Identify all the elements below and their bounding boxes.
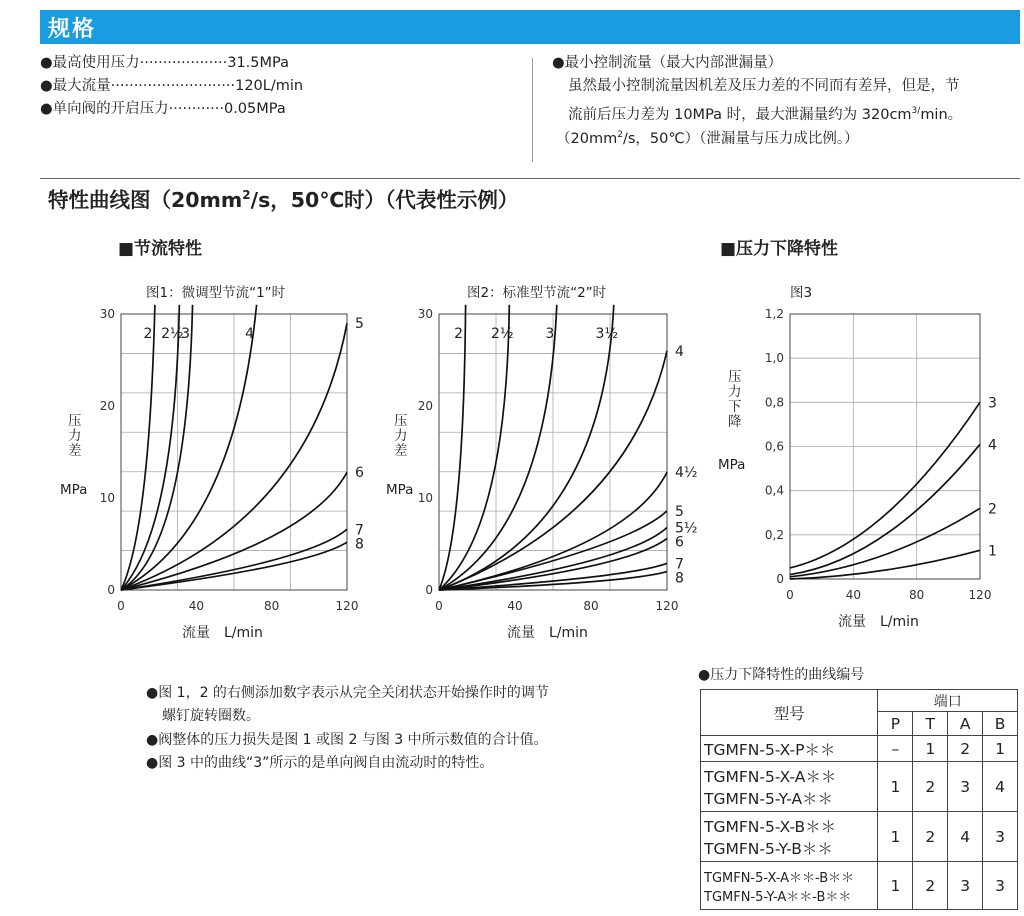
value-cell: 3 <box>983 812 1018 862</box>
series-label: 2 <box>454 326 464 342</box>
value-cell: 2 <box>913 862 948 910</box>
y-tick-label: 0,6 <box>764 439 784 454</box>
chart3-title: 图3 <box>790 285 813 301</box>
series-label: 6 <box>675 534 684 551</box>
y-tick-label: 0 <box>107 583 115 597</box>
chart2-throttle-standard <box>415 300 705 620</box>
series-label: 2½ <box>491 326 514 342</box>
series-label: 4 <box>988 437 997 454</box>
chart1-title: 图1：微调型节流“1”时 <box>146 285 286 301</box>
x-tick-label: 120 <box>968 588 992 602</box>
value-cell: 1 <box>878 862 913 910</box>
series-label: 7 <box>355 522 364 539</box>
port-a: A <box>948 712 983 736</box>
y-tick-label: 30 <box>99 307 115 321</box>
series-label: 4½ <box>675 465 698 482</box>
y-tick-label: 10 <box>99 491 115 505</box>
legend-table-caption: ●压力下降特性的曲线编号 <box>698 667 865 683</box>
throttle-section-title: ■节流特性 <box>118 239 203 259</box>
series-label: 5 <box>675 503 684 520</box>
x-tick-label: 40 <box>845 588 861 602</box>
curve-section-title: 特性曲线图（$20mm^2/s$，50℃时）（代表性示例） <box>48 188 519 212</box>
port-t: T <box>913 712 948 736</box>
y-tick-label: 0,2 <box>764 527 784 542</box>
series-line <box>790 402 980 568</box>
series-label: 5 <box>355 316 364 333</box>
value-cell: 1 <box>913 736 948 762</box>
value-cell: 3 <box>983 862 1018 910</box>
series-label: 4 <box>675 343 684 360</box>
y-tick-label: 1,2 <box>764 307 784 321</box>
series-label: 6 <box>355 465 364 482</box>
model-cell: TGMFN-5-X-B＊＊ TGMFN-5-Y-B＊＊ <box>701 812 878 862</box>
chart3-yunit: MPa <box>718 457 746 473</box>
value-cell: 2 <box>913 762 948 812</box>
value-cell: 4 <box>948 812 983 862</box>
series-label: 3 <box>545 326 555 342</box>
col-port-header: 端口 <box>878 690 1018 712</box>
series-label: 7 <box>675 556 684 573</box>
leak-line-3: （$20mm^2/s$，50℃）（泄漏量与压力成比例。） <box>556 130 859 147</box>
chart1-xlabel: 流量 L/min <box>182 625 263 641</box>
note-3: ●图 3 中的曲线“3”所示的是单向阀自由流动时的特性。 <box>146 755 494 771</box>
vertical-divider <box>532 58 533 162</box>
chart1-ylabel: 压力差 <box>68 413 82 459</box>
value-cell: 3 <box>948 862 983 910</box>
x-tick-label: 80 <box>264 599 280 613</box>
model-cell: TGMFN-5-X-A＊＊-B＊＊ TGMFN-5-Y-A＊＊-B＊＊ <box>701 862 878 910</box>
section-header-bar <box>40 10 1020 44</box>
series-label: 8 <box>675 570 684 587</box>
table-row <box>701 862 1018 910</box>
pressure-drop-section-title: ■压力下降特性 <box>720 239 839 259</box>
curve-number-table <box>700 689 1018 910</box>
port-b: B <box>983 712 1018 736</box>
y-tick-label: 10 <box>417 491 433 505</box>
y-tick-label: 0 <box>776 572 784 586</box>
note-2: ●阀整体的压力损失是图 1 或图 2 与图 3 中所示数值的合计值。 <box>146 732 548 748</box>
chart2-yunit: MPa <box>386 482 414 498</box>
y-tick-label: 0,4 <box>764 483 784 498</box>
series-line <box>121 305 155 590</box>
series-label: 2 <box>988 501 997 518</box>
chart3-pressure-drop <box>755 300 1020 610</box>
series-line <box>121 305 179 590</box>
value-cell: 2 <box>948 736 983 762</box>
series-label: 2½ <box>161 326 184 342</box>
value-cell: 3 <box>948 762 983 812</box>
spec-max-flow: ●最大流量···························120L/min <box>40 78 304 94</box>
x-tick-label: 0 <box>435 599 443 613</box>
section-divider <box>40 178 1020 179</box>
model-cell: TGMFN-5-X-A＊＊ TGMFN-5-Y-A＊＊ <box>701 762 878 812</box>
value-cell: 1 <box>878 812 913 862</box>
value-cell: 1 <box>878 762 913 812</box>
chart2-xlabel: 流量 L/min <box>507 625 588 641</box>
x-tick-label: 0 <box>786 588 794 602</box>
x-tick-label: 0 <box>117 599 125 613</box>
leak-line-2: 流前后压力差为 10MPa 时，最大泄漏量约为 $320cm^{3/}\min$。 <box>568 106 963 123</box>
series-label: 4 <box>245 326 255 342</box>
y-tick-label: 0 <box>425 583 433 597</box>
leak-line-1: 虽然最小控制流量因机差及压力差的不同而有差异，但是，节 <box>568 78 960 94</box>
x-tick-label: 40 <box>188 599 204 613</box>
series-line <box>121 305 257 590</box>
series-label: 3½ <box>595 326 619 342</box>
y-tick-label: 20 <box>417 399 433 413</box>
y-tick-label: 20 <box>99 399 115 413</box>
x-tick-label: 80 <box>583 599 599 613</box>
section-title: 规格 <box>48 17 97 42</box>
model-cell: TGMFN-5-X-P＊＊ <box>701 736 878 762</box>
series-label: 2 <box>143 326 153 342</box>
series-line <box>790 508 980 576</box>
spec-max-pressure: ●最高使用压力···················31.5MPa <box>40 55 290 71</box>
value-cell: 1 <box>983 736 1018 762</box>
value-cell: – <box>878 736 913 762</box>
chart3-xlabel: 流量 L/min <box>838 614 919 630</box>
table-row <box>701 736 1018 762</box>
spec-check-valve-pressure: ●单向阀的开启压力············0.05MPa <box>40 101 286 117</box>
x-tick-label: 120 <box>335 599 359 613</box>
chart1-yunit: MPa <box>60 482 88 498</box>
series-label: 3 <box>181 326 191 342</box>
x-tick-label: 40 <box>507 599 523 613</box>
series-label: 1 <box>988 543 997 560</box>
y-tick-label: 0,8 <box>764 395 784 410</box>
note-1-cont: 螺钉旋转圈数。 <box>162 708 260 724</box>
value-cell: 2 <box>913 812 948 862</box>
series-label: 8 <box>355 536 364 553</box>
series-line <box>439 305 466 590</box>
x-tick-label: 80 <box>909 588 925 602</box>
col-model-header: 型号 <box>701 690 878 736</box>
series-line <box>121 305 193 590</box>
chart2-title: 图2：标准型节流“2”时 <box>467 285 607 301</box>
x-tick-label: 120 <box>655 599 679 613</box>
table-row <box>701 762 1018 812</box>
series-label: 3 <box>988 395 997 412</box>
y-tick-label: 30 <box>417 307 433 321</box>
port-p: P <box>878 712 913 736</box>
chart1-throttle-fine <box>90 300 380 620</box>
series-label: 5½ <box>675 520 698 537</box>
note-1: ●图 1，2 的右侧添加数字表示从完全关闭状态开始操作时的调节 <box>146 685 549 701</box>
chart3-ylabel: 压力下降 <box>728 369 742 430</box>
y-tick-label: 1,0 <box>764 351 784 366</box>
table-row <box>701 812 1018 862</box>
value-cell: 4 <box>983 762 1018 812</box>
leak-title: ●最小控制流量（最大内部泄漏量） <box>552 55 783 71</box>
chart2-ylabel: 压力差 <box>394 413 408 459</box>
